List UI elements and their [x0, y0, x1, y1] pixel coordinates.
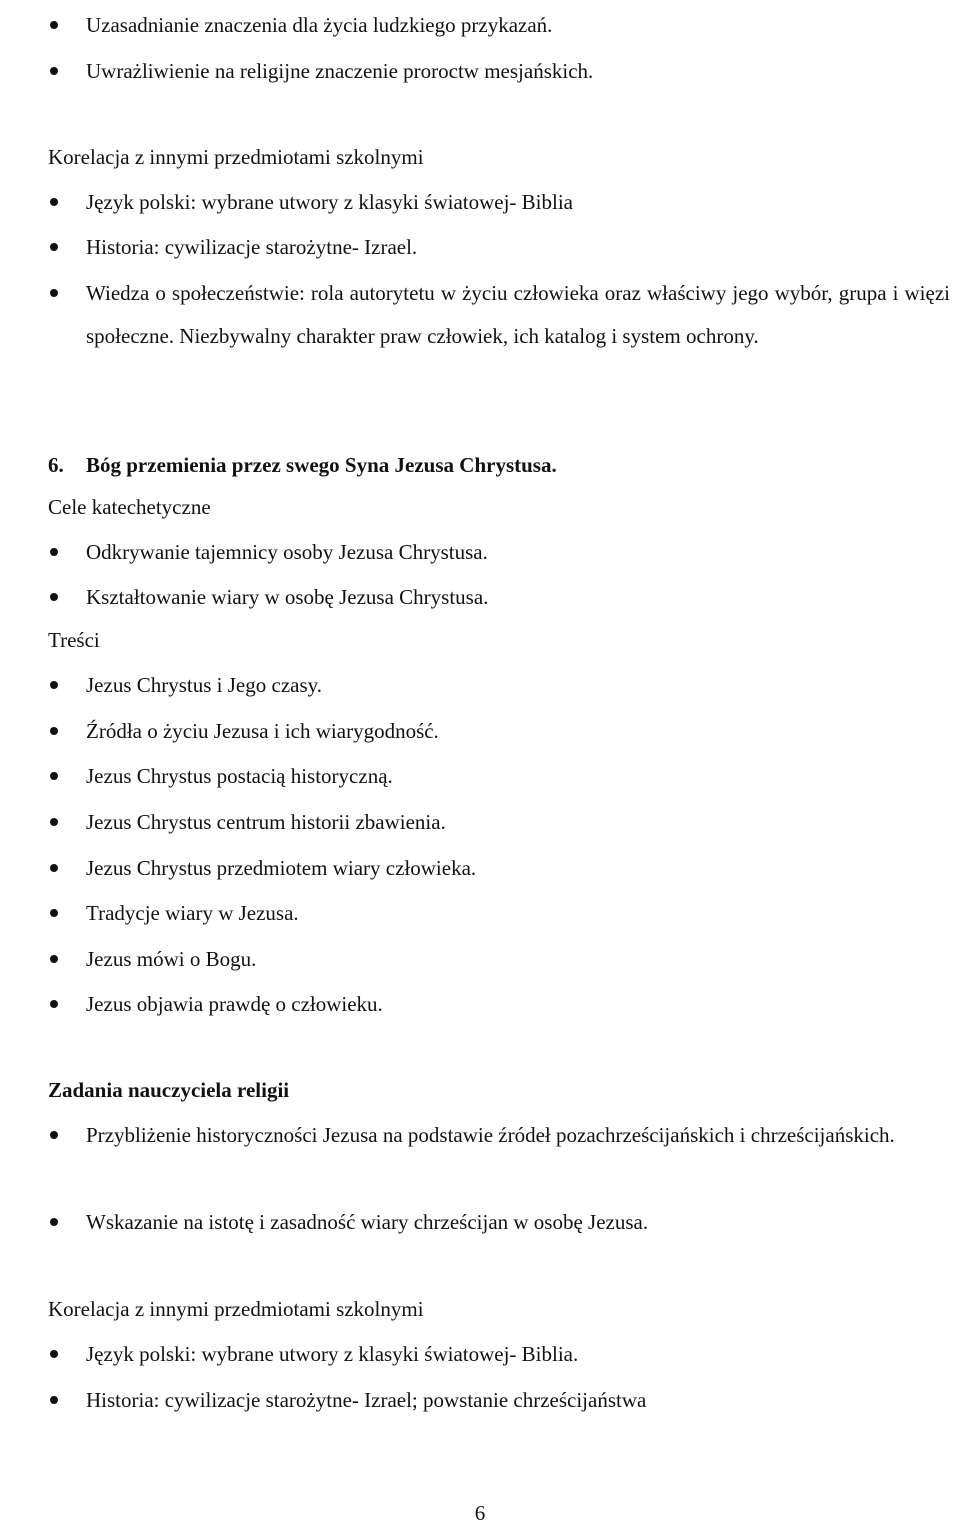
section-heading-cele: Cele katechetyczne	[48, 495, 211, 519]
section-title	[48, 450, 557, 480]
list-item: Przybliżenie historyczności Jezusa na podstawie źródeł pozachrześcijańskich i chrześcijańskich.	[86, 1123, 895, 1147]
section-number: 6.	[48, 453, 64, 477]
bullet-dot	[50, 909, 58, 917]
bullet-dot	[50, 727, 58, 735]
section-title-text: Bóg przemienia przez swego Syna Jezusa Chrystusa.	[86, 453, 557, 477]
list-item: Historia: cywilizacje starożytne- Izrael.	[86, 235, 418, 259]
bullet-dot	[50, 1350, 58, 1358]
bullet-dot	[50, 955, 58, 963]
list-item: Tradycje wiary w Jezusa.	[86, 901, 299, 925]
bullet-dot	[50, 1000, 58, 1008]
bullet-dot	[50, 681, 58, 689]
list-item: Język polski: wybrane utwory z klasyki światowej- Biblia.	[86, 1342, 579, 1366]
bullet-dot	[50, 1131, 58, 1139]
bullet-dot	[50, 289, 58, 297]
list-item: Jezus Chrystus centrum historii zbawienia.	[86, 810, 446, 834]
list-item: Wskazanie na istotę i zasadność wiary chrześcijan w osobę Jezusa.	[86, 1210, 649, 1234]
bullet-dot	[50, 548, 58, 556]
section-heading-zadania: Zadania nauczyciela religii	[48, 1078, 290, 1102]
bullet-dot	[50, 67, 58, 75]
bullet-dot	[50, 1396, 58, 1404]
list-item: Jezus Chrystus postacią historyczną.	[86, 764, 393, 788]
bullet-dot	[50, 243, 58, 251]
list-item: Jezus Chrystus i Jego czasy.	[86, 673, 323, 697]
list-item: Kształtowanie wiary w osobę Jezusa Chrystusa.	[86, 585, 489, 609]
list-item: Odkrywanie tajemnicy osoby Jezusa Chrystusa.	[86, 540, 488, 564]
section-heading-korelacja: Korelacja z innymi przedmiotami szkolnymi	[48, 145, 424, 169]
list-item: Jezus objawia prawdę o człowieku.	[86, 992, 383, 1016]
bullet-dot	[50, 21, 58, 29]
list-item: Historia: cywilizacje starożytne- Izrael; powstanie chrześcijaństwa	[86, 1388, 647, 1412]
section-heading-korelacja: Korelacja z innymi przedmiotami szkolnymi	[48, 1297, 424, 1321]
list-item: Jezus Chrystus przedmiotem wiary człowieka.	[86, 856, 477, 880]
bullet-dot	[50, 593, 58, 601]
bullet-dot	[50, 772, 58, 780]
bullet-dot	[50, 818, 58, 826]
list-item: Źródła o życiu Jezusa i ich wiarygodność.	[86, 719, 439, 743]
list-item: Uwrażliwienie na religijne znaczenie proroctw mesjańskich.	[86, 59, 594, 83]
bullet-dot	[50, 198, 58, 206]
list-item: Język polski: wybrane utwory z klasyki światowej- Biblia	[86, 190, 573, 214]
bullet-dot	[50, 1218, 58, 1226]
list-item: Uzasadnianie znaczenia dla życia ludzkiego przykazań.	[86, 13, 553, 37]
page-number: 6	[474, 1501, 486, 1525]
bullet-dot	[50, 864, 58, 872]
section-heading-tresci: Treści	[48, 628, 100, 652]
list-item: Wiedza o społeczeństwie: rola autorytetu w życiu człowieka oraz właściwy jego wybór, grupa i więzi społeczne. Niezbywalny charakter praw człowiek, ich katalog i system ochrony.	[86, 281, 950, 348]
list-item: Jezus mówi o Bogu.	[86, 947, 257, 971]
